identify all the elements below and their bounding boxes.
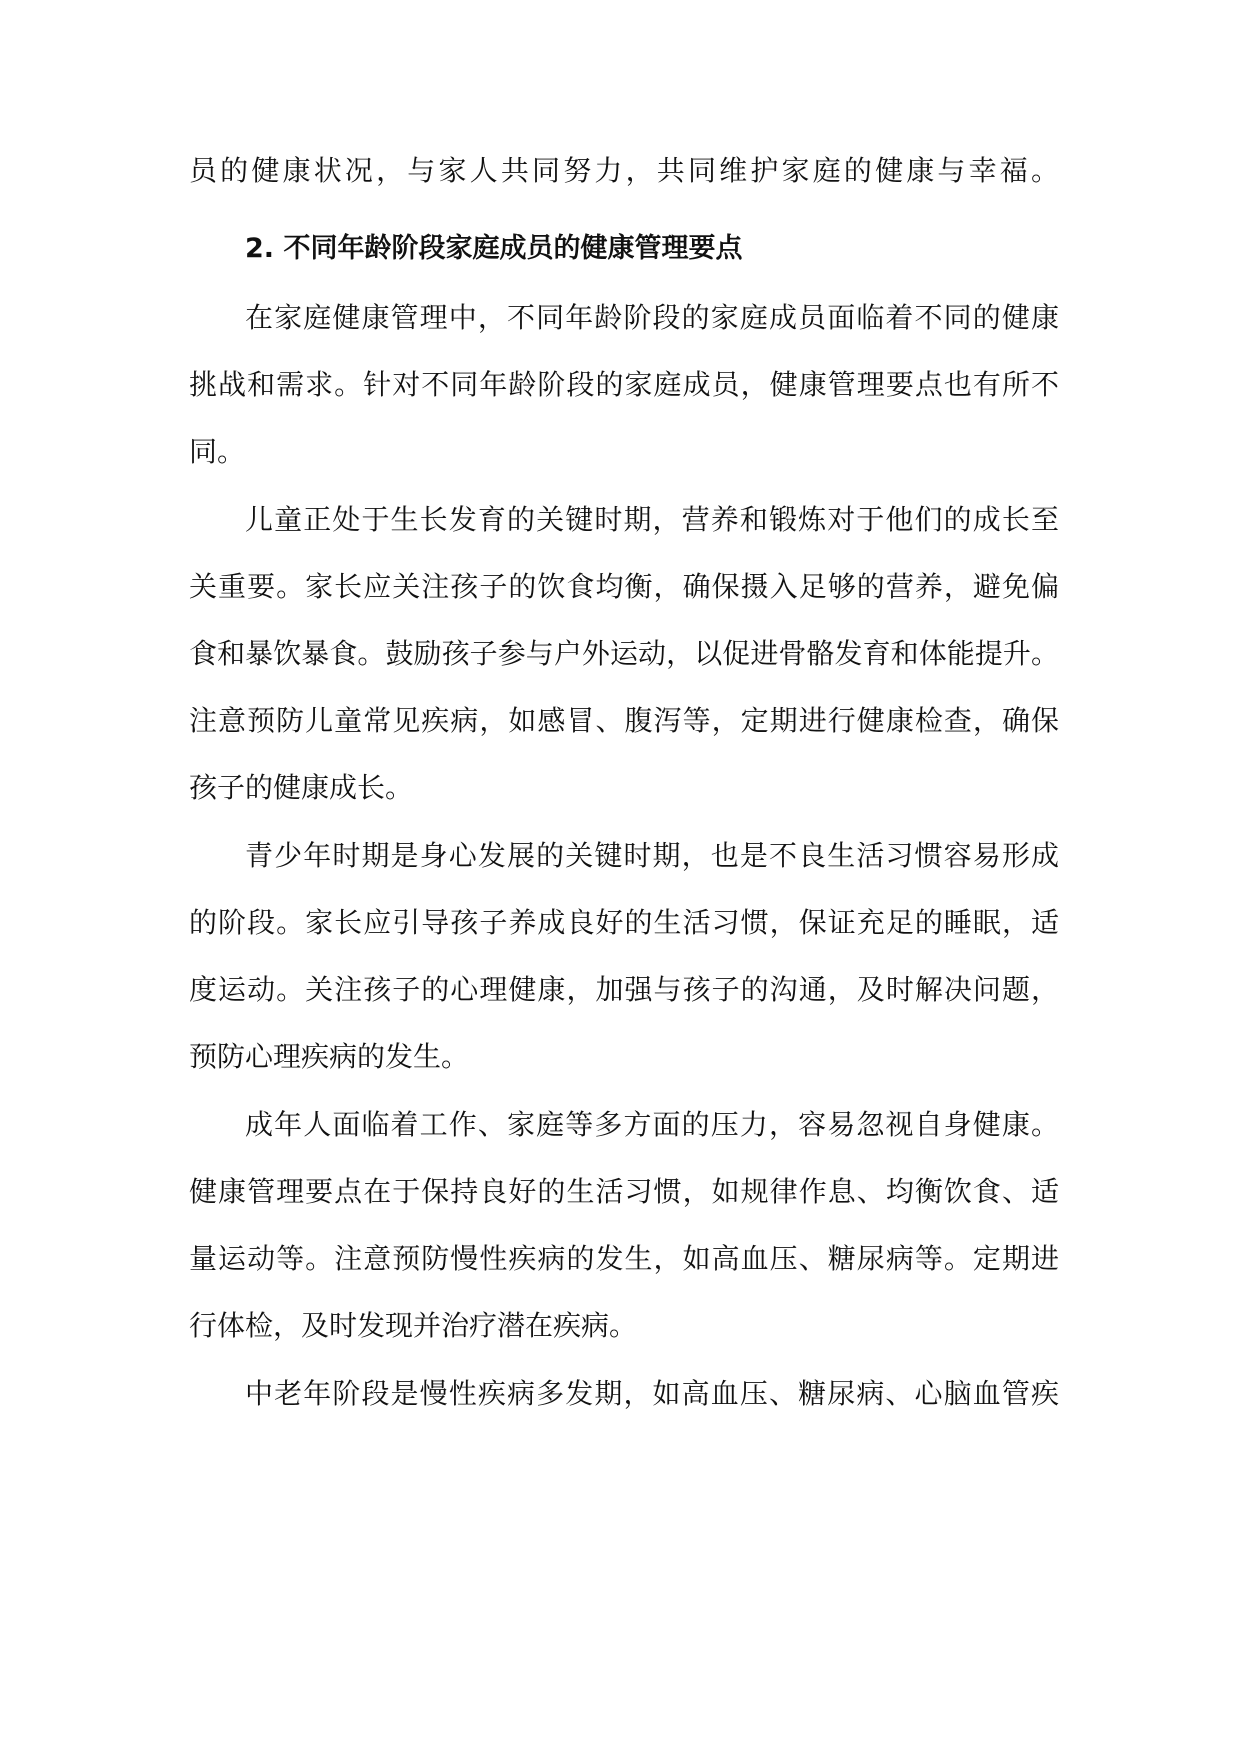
- text-line: 中老年阶段是慢性疾病多发期，如高血压、糖尿病、心脑血管疾: [245, 1377, 1059, 1410]
- text-line: 度运动。关注孩子的心理健康，加强与孩子的沟通，及时解决问题，: [189, 973, 1059, 1006]
- text-line: 孩子的健康成长。: [189, 771, 414, 804]
- text-line: 健康管理要点在于保持良好的生活习惯，如规律作息、均衡饮食、适: [189, 1175, 1059, 1208]
- text-line: 同。: [189, 435, 246, 468]
- text-line: 的阶段。家长应引导孩子养成良好的生活习惯，保证充足的睡眠，适: [189, 906, 1059, 939]
- text-line: 成年人面临着工作、家庭等多方面的压力，容易忽视自身健康。: [245, 1108, 1059, 1141]
- text-line: 行体检，及时发现并治疗潜在疾病。: [189, 1309, 638, 1342]
- text-line: 员的健康状况，与家人共同努力，共同维护家庭的健康与幸福。: [189, 154, 1059, 187]
- text-line: 预防心理疾病的发生。: [189, 1040, 470, 1073]
- text-line: 青少年时期是身心发展的关键时期，也是不良生活习惯容易形成: [245, 839, 1059, 872]
- text-line: 在家庭健康管理中，不同年龄阶段的家庭成员面临着不同的健康: [245, 301, 1059, 334]
- text-line: 量运动等。注意预防慢性疾病的发生，如高血压、糖尿病等。定期进: [189, 1242, 1059, 1275]
- text-line: 注意预防儿童常见疾病，如感冒、腹泻等，定期进行健康检查，确保: [189, 704, 1059, 737]
- text-line: 儿童正处于生长发育的关键时期，营养和锻炼对于他们的成长至: [245, 503, 1059, 536]
- text-line: 关重要。家长应关注孩子的饮食均衡，确保摄入足够的营养，避免偏: [189, 570, 1059, 603]
- section-heading: 2. 不同年龄阶段家庭成员的健康管理要点: [245, 233, 743, 264]
- text-line: 挑战和需求。针对不同年龄阶段的家庭成员，健康管理要点也有所不: [189, 368, 1059, 401]
- text-line: 食和暴饮暴食。鼓励孩子参与户外运动，以促进骨骼发育和体能提升。: [189, 637, 1059, 670]
